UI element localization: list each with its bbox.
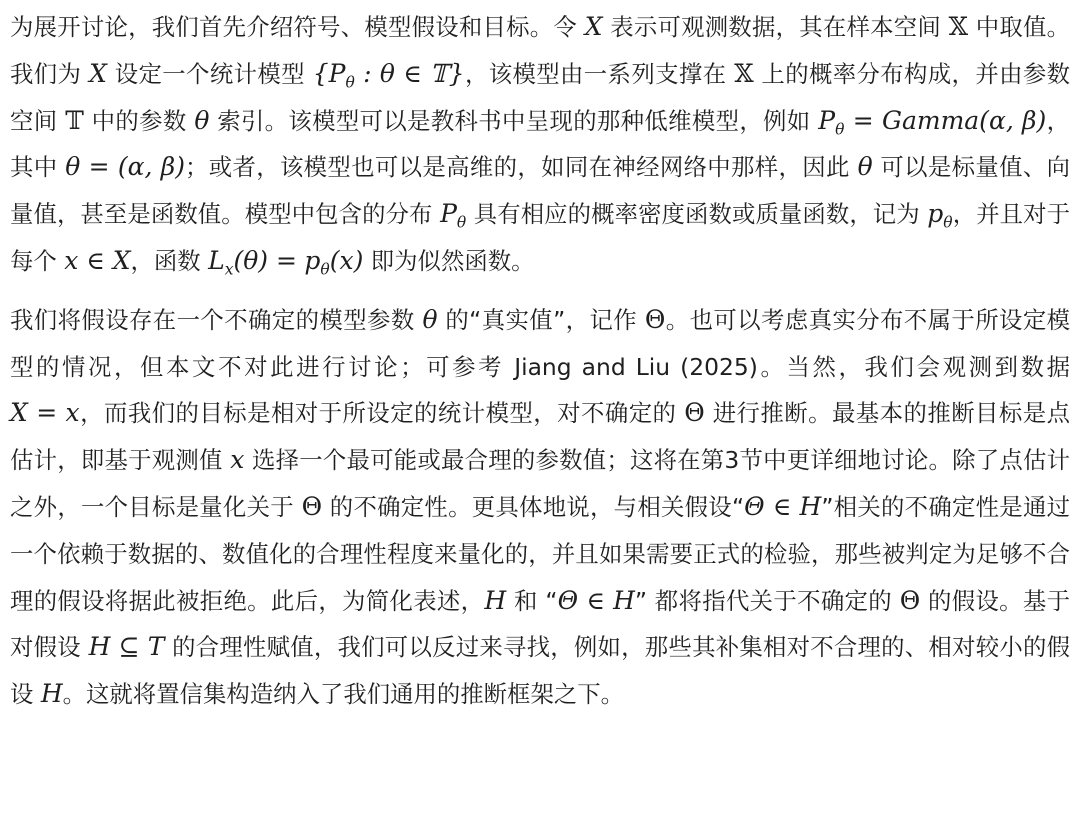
- math-expression: Θ ∈ H: [744, 491, 822, 521]
- text-run: 的“真实值”，记作: [437, 305, 645, 334]
- text-run: 上的概率分布构成，并由参数空间: [10, 59, 1071, 135]
- text-run: ，其中: [10, 106, 1070, 182]
- math-expression: θ: [194, 105, 210, 135]
- text-run: 选择一个最可能或最合理的参数值；这将在第3节中更详细地讨论。除了点估计之外，一个目标是量化关于: [10, 446, 1070, 521]
- math-expression: H ⊆ T: [88, 632, 165, 662]
- text-run: 中的参数: [83, 106, 195, 135]
- math-expression: Θ ∈ H: [557, 585, 635, 615]
- math-expression: Θ: [644, 304, 666, 334]
- math-subscript: x: [224, 260, 234, 279]
- math-expression: {$P_\theta$ : θ ∈ 𝕋}: [312, 58, 465, 92]
- text-run: 即为似然函数。: [363, 246, 535, 275]
- paragraph-inference-goals: [10, 297, 1070, 718]
- math-expression: Θ: [301, 491, 323, 521]
- text-run: 进行推断。最基本的推断目标是点估计，即基于观测值: [10, 399, 1070, 475]
- text-run: 我们将假设存在一个不确定的模型参数: [10, 305, 423, 334]
- text-run: 为展开讨论，我们首先介绍符号、模型假设和目标。令: [10, 13, 585, 41]
- math-expression: x ∈ X: [64, 245, 131, 275]
- text-run: 的合理性赋值，我们可以反过来寻找，例如，那些其补集相对不合理的、相对较小的假设: [10, 633, 1070, 709]
- text-run: ”相关的不确定性是通过一个依赖于数据的、数值化的合理性程度来量化的，并且如果需要正式的检验，那些被判定为足够不合理的假设将据此被拒绝。此后，为简化表述，: [10, 492, 1070, 615]
- math-expression: 𝕏: [948, 12, 969, 41]
- text-run: ，而我们的目标是相对于所设定的统计模型，对不确定的: [79, 399, 685, 428]
- math-expression: θ: [857, 152, 873, 182]
- math-expression: $p_\theta$: [927, 199, 953, 232]
- text-run: ，并且对于每个: [10, 200, 1071, 275]
- math-expression: x: [230, 445, 245, 475]
- math-expression: $P_\theta$: [440, 199, 467, 232]
- text-run: ” 都将指代关于不确定的: [634, 586, 900, 615]
- math-expression: X = x: [10, 398, 80, 428]
- text-run: 的不确定性。更具体地说，与相关假设“: [322, 492, 745, 521]
- text-run: 。也可以考虑真实分布不属于所设定模型的情况，但本文不对此进行讨论；可参考 Jiang and Liu (2025)。当然，我们会观测到数据: [10, 305, 1071, 381]
- math-expression: H: [484, 585, 507, 615]
- paragraph-notation: [10, 4, 1070, 285]
- text-run: 表示可观测数据，其在样本空间: [602, 13, 949, 41]
- math-expression: θ: [422, 304, 438, 334]
- math-expression: Θ: [899, 585, 921, 615]
- text-run: ，函数: [130, 246, 209, 275]
- text-run: 可以是标量值、向量值，甚至是函数值。模型中包含的分布: [10, 153, 1071, 229]
- text-run: 的假设。基于对假设: [10, 586, 1070, 662]
- math-expression: Θ: [684, 398, 705, 428]
- math-expression: X: [584, 12, 603, 41]
- math-subscript: θ: [320, 260, 330, 279]
- math-expression: $p_\theta(x)$: [304, 245, 364, 279]
- math-expression: X: [89, 58, 107, 88]
- text-run: 和 “: [506, 586, 558, 615]
- text-run: 具有相应的概率密度函数或质量函数，记为: [466, 200, 928, 229]
- math-subscript: θ: [345, 73, 355, 92]
- text-run: 索引。该模型可以是教科书中呈现的那种低维模型，例如: [209, 106, 819, 135]
- math-expression: H: [40, 679, 63, 709]
- math-expression: θ = (α, β): [65, 152, 185, 182]
- math-expression: 𝕏: [734, 58, 754, 88]
- text-run: 设定一个统计模型: [106, 59, 313, 88]
- math-subscript: θ: [835, 120, 845, 139]
- text-run: 。这就将置信集构造纳入了我们通用的推断框架之下。: [62, 680, 625, 709]
- text-run: 中取值。我们为: [10, 13, 1071, 88]
- math-expression: $P_\theta$ = Gamma(α, β): [818, 105, 1047, 139]
- math-subscript: θ: [943, 213, 953, 232]
- text-run: ，该模型由一系列支撑在: [464, 59, 735, 88]
- math-expression: 𝕋: [65, 105, 84, 135]
- math-subscript: θ: [456, 213, 467, 232]
- text-run: ；或者，该模型也可以是高维的，如同在神经网络中那样，因此: [184, 153, 858, 182]
- math-expression: $L_x(\theta)$ =: [208, 245, 297, 279]
